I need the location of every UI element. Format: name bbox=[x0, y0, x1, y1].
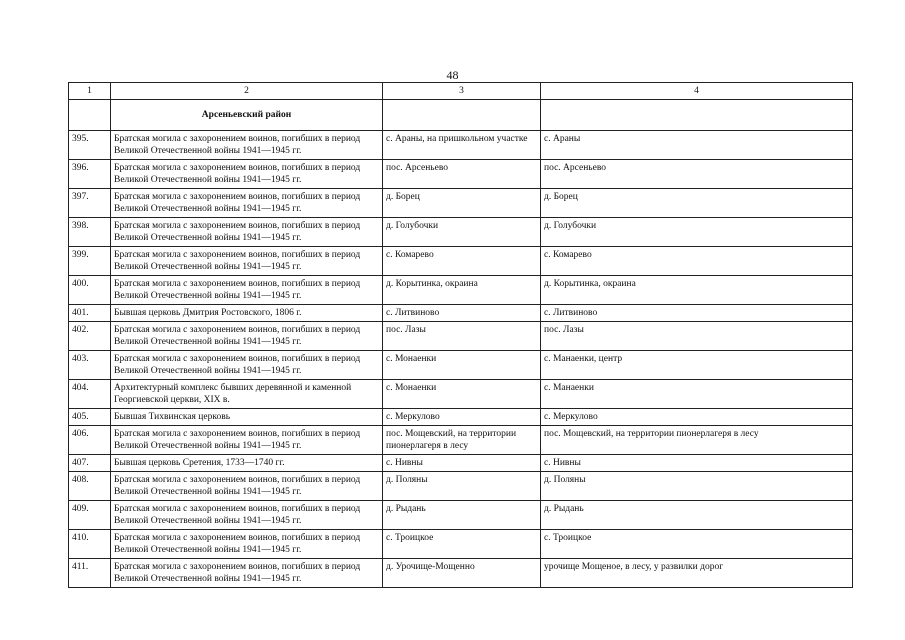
cell-site: с. Литвиново bbox=[541, 305, 853, 322]
cell-number: 397. bbox=[69, 189, 111, 218]
cell-site: с. Араны bbox=[541, 131, 853, 160]
district-row bbox=[69, 100, 853, 131]
cell-number: 401. bbox=[69, 305, 111, 322]
cell-number: 405. bbox=[69, 409, 111, 426]
cell-number: 410. bbox=[69, 530, 111, 559]
table-row bbox=[69, 189, 853, 218]
cell-location: с. Монаенки bbox=[383, 380, 541, 409]
cell-location: пос. Лазы bbox=[383, 322, 541, 351]
cell-site: д. Корытинка, окраина bbox=[541, 276, 853, 305]
cell-number: 408. bbox=[69, 472, 111, 501]
cell-location: пос. Арсеньево bbox=[383, 160, 541, 189]
cell-description: Братская могила с захоронением воинов, погибших в период Великой Отечественной войны 1941—1945 гг. bbox=[111, 131, 383, 160]
cell-site: д. Рыдань bbox=[541, 501, 853, 530]
cell-description: Братская могила с захоронением воинов, погибших в период Великой Отечественной войны 1941—1945 гг. bbox=[111, 472, 383, 501]
cell-location: д. Голубочки bbox=[383, 218, 541, 247]
cell-location: с. Меркулово bbox=[383, 409, 541, 426]
cell-description: Братская могила с захоронением воинов, погибших в период Великой Отечественной войны 1941—1945 гг. bbox=[111, 426, 383, 455]
cell-site: с. Манаенки, центр bbox=[541, 351, 853, 380]
cell-site: пос. Мощевский, на территории пионерлагеря в лесу bbox=[541, 426, 853, 455]
cell-description: Бывшая Тихвинская церковь bbox=[111, 409, 383, 426]
column-header: 2 bbox=[111, 83, 383, 100]
cell-description: Братская могила с захоронением воинов, погибших в период Великой Отечественной войны 1941—1945 гг. bbox=[111, 189, 383, 218]
cell-location: с. Троицкое bbox=[383, 530, 541, 559]
cell-number: 407. bbox=[69, 455, 111, 472]
cell-location: с. Монаенки bbox=[383, 351, 541, 380]
column-header: 4 bbox=[541, 83, 853, 100]
registry-table bbox=[68, 82, 853, 588]
cell-site: с. Нивны bbox=[541, 455, 853, 472]
column-header: 1 bbox=[69, 83, 111, 100]
cell-description: Братская могила с захоронением воинов, погибших в период Великой Отечественной войны 1941—1945 гг. bbox=[111, 322, 383, 351]
cell-location: с. Литвиново bbox=[383, 305, 541, 322]
table-row bbox=[69, 426, 853, 455]
cell-number: 403. bbox=[69, 351, 111, 380]
cell-number: 411. bbox=[69, 559, 111, 588]
table-row bbox=[69, 351, 853, 380]
cell-description: Братская могила с захоронением воинов, погибших в период Великой Отечественной войны 1941—1945 гг. bbox=[111, 351, 383, 380]
column-header: 3 bbox=[383, 83, 541, 100]
cell-number: 396. bbox=[69, 160, 111, 189]
district-title: Арсеньевский район bbox=[111, 100, 383, 131]
cell-number: 395. bbox=[69, 131, 111, 160]
table-row bbox=[69, 472, 853, 501]
cell-number: 406. bbox=[69, 426, 111, 455]
cell-description: Братская могила с захоронением воинов, погибших в период Великой Отечественной войны 1941—1945 гг. bbox=[111, 501, 383, 530]
cell-description: Братская могила с захоронением воинов, погибших в период Великой Отечественной войны 1941—1945 гг. bbox=[111, 160, 383, 189]
cell-description: Братская могила с захоронением воинов, погибших в период Великой Отечественной войны 1941—1945 гг. bbox=[111, 530, 383, 559]
table-row bbox=[69, 530, 853, 559]
cell-site: с. Меркулово bbox=[541, 409, 853, 426]
column-header-row bbox=[69, 83, 853, 100]
table-row bbox=[69, 276, 853, 305]
page-number: 48 bbox=[446, 68, 459, 82]
cell-site: урочище Мощеное, в лесу, у развилки дорог bbox=[541, 559, 853, 588]
cell-description: Архитектурный комплекс бывших деревянной и каменной Георгиевской церкви, XIX в. bbox=[111, 380, 383, 409]
cell-site: с. Троицкое bbox=[541, 530, 853, 559]
cell-number: 409. bbox=[69, 501, 111, 530]
cell-description: Братская могила с захоронением воинов, погибших в период Великой Отечественной войны 1941—1945 гг. bbox=[111, 559, 383, 588]
cell-location: пос. Мощевский, на территории пионерлагеря в лесу bbox=[383, 426, 541, 455]
table-row bbox=[69, 247, 853, 276]
table-row bbox=[69, 218, 853, 247]
cell-number: 400. bbox=[69, 276, 111, 305]
cell-site: с. Манаенки bbox=[541, 380, 853, 409]
cell-location: д. Корытинка, окраина bbox=[383, 276, 541, 305]
cell-description: Братская могила с захоронением воинов, погибших в период Великой Отечественной войны 1941—1945 гг. bbox=[111, 218, 383, 247]
cell-site: д. Поляны bbox=[541, 472, 853, 501]
table-row bbox=[69, 409, 853, 426]
cell-location: д. Урочище-Мощенно bbox=[383, 559, 541, 588]
cell-location: с. Араны, на пришкольном участке bbox=[383, 131, 541, 160]
cell-location: д. Борец bbox=[383, 189, 541, 218]
cell-description: Бывшая церковь Дмитрия Ростовского, 1806 г. bbox=[111, 305, 383, 322]
cell-site: пос. Арсеньево bbox=[541, 160, 853, 189]
cell-site: д. Голубочки bbox=[541, 218, 853, 247]
table-row bbox=[69, 322, 853, 351]
table-row bbox=[69, 501, 853, 530]
cell-number: 404. bbox=[69, 380, 111, 409]
cell-number: 399. bbox=[69, 247, 111, 276]
table-row bbox=[69, 305, 853, 322]
cell-location: д. Поляны bbox=[383, 472, 541, 501]
cell-description: Бывшая церковь Сретения, 1733—1740 гг. bbox=[111, 455, 383, 472]
cell-description: Братская могила с захоронением воинов, погибших в период Великой Отечественной войны 1941—1945 гг. bbox=[111, 276, 383, 305]
cell-description: Братская могила с захоронением воинов, погибших в период Великой Отечественной войны 1941—1945 гг. bbox=[111, 247, 383, 276]
table-row bbox=[69, 380, 853, 409]
cell-site: пос. Лазы bbox=[541, 322, 853, 351]
table-row bbox=[69, 559, 853, 588]
cell-location: с. Комарево bbox=[383, 247, 541, 276]
cell-number: 398. bbox=[69, 218, 111, 247]
table-row bbox=[69, 160, 853, 189]
table-row bbox=[69, 455, 853, 472]
cell-site: д. Борец bbox=[541, 189, 853, 218]
cell-location: с. Нивны bbox=[383, 455, 541, 472]
cell-location: д. Рыдань bbox=[383, 501, 541, 530]
cell-site: с. Комарево bbox=[541, 247, 853, 276]
table-row bbox=[69, 131, 853, 160]
cell-number: 402. bbox=[69, 322, 111, 351]
